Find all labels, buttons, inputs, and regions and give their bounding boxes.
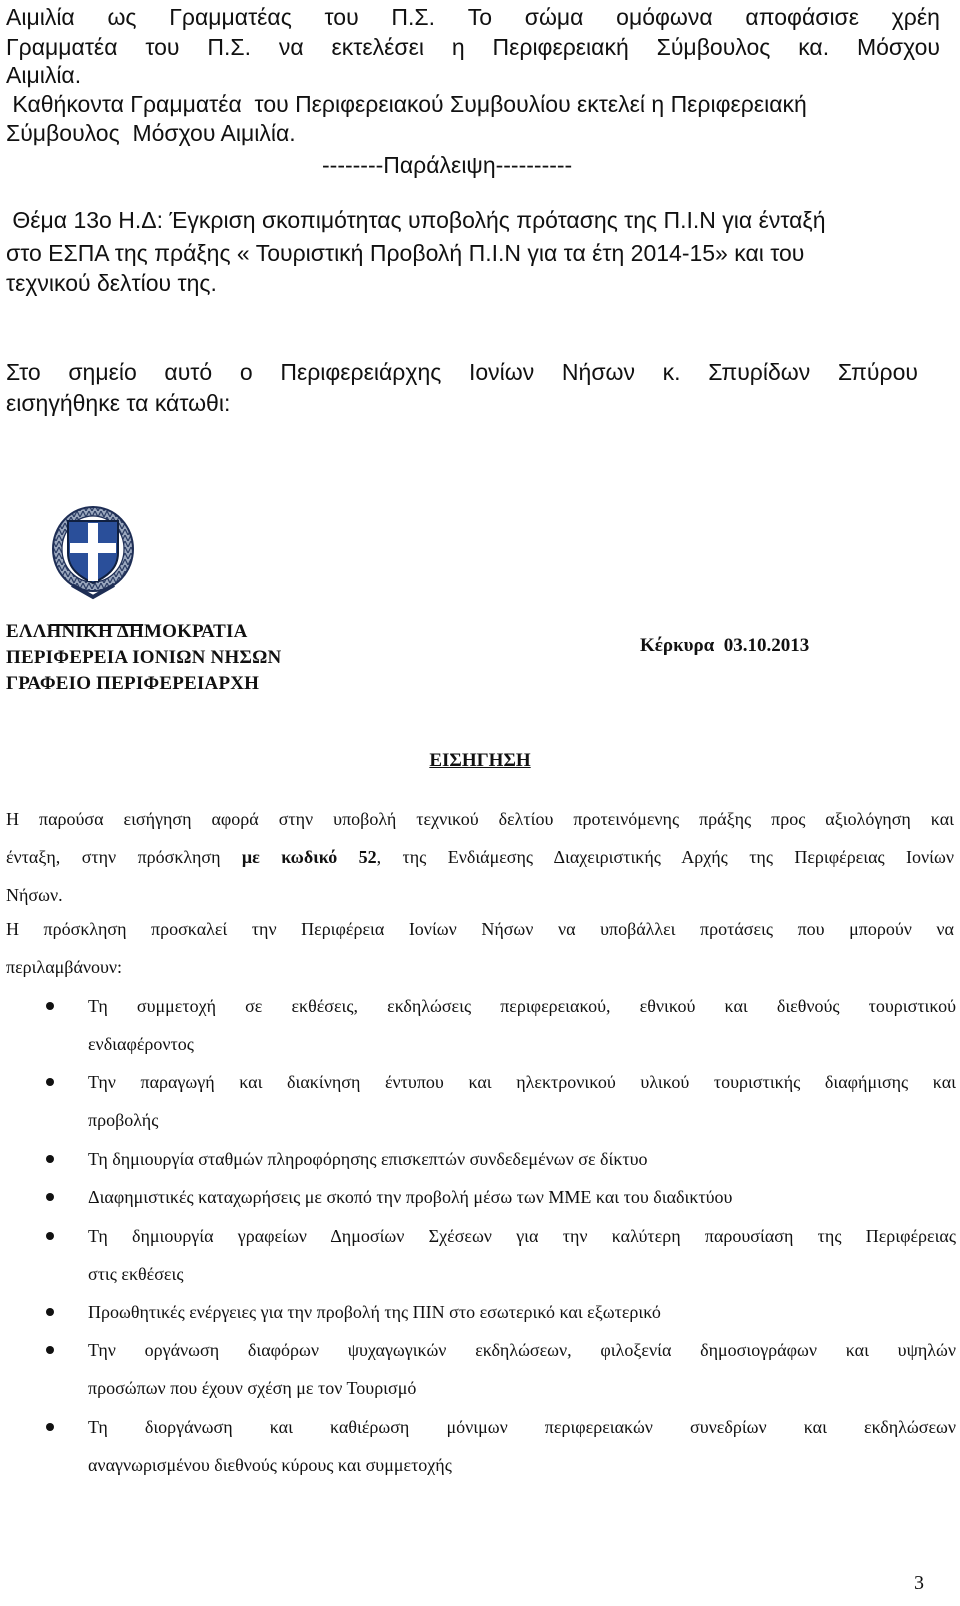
word: κ.	[662, 359, 681, 385]
omission-marker: --------Παράλειψη----------	[322, 152, 573, 178]
bullet-icon	[46, 1193, 54, 1201]
paragraph-1-line-1: Η παρούσα εισήγηση αφορά στην υποβολή τεχνικού δελτίου προτεινόμενης πράξης προς αξιολόγηση και	[6, 809, 954, 829]
word: εκτελέσει	[331, 34, 424, 60]
letterhead-country: ΕΛΛΗΝΙΚΗ ΔΗΜΟΚΡΑΤΙΑ	[6, 621, 248, 642]
paragraph-2-line-1: Η πρόσκληση προσκαλεί την Περιφέρεια Ιονίων Νήσων να υποβάλλει προτάσεις που μπορούν να	[6, 919, 954, 939]
list-item-line: στις εκθέσεις	[88, 1264, 184, 1284]
word: Σπυρίδων	[708, 359, 811, 385]
word: η	[451, 34, 465, 60]
word: Το	[467, 4, 493, 30]
list-item-line: Τη διοργάνωση και καθιέρωση μόνιμων περιφερειακών συνεδρίων και εκδηλώσεων	[88, 1417, 956, 1437]
list-item-line: Προωθητικές ενέργειες για την προβολή της ΠΙΝ στο εσωτερικό και εξωτερικό	[88, 1302, 661, 1322]
text-run: , της Ενδιάμεσης Διαχειριστικής Αρχής της Περιφέρειας Ιονίων	[376, 847, 954, 867]
paragraph-1-line-3: Νήσων.	[6, 885, 63, 905]
agenda-item-title-line-2: στο ΕΣΠΑ της πράξης « Τουριστική Προβολή Π.Ι.Ν για τα έτη 2014-15» και του	[6, 240, 805, 266]
word: κα.	[798, 34, 830, 60]
word: Π.Σ.	[207, 34, 251, 60]
word: Αιμιλία	[6, 4, 75, 30]
minutes-line-3: Αιμιλία.	[6, 62, 82, 88]
call-code: με κωδικό 52	[241, 847, 377, 867]
minutes-line-4: Καθήκοντα Γραμματέα του Περιφερειακού Συμβουλίου εκτελεί η Περιφερειακή	[6, 91, 807, 117]
word: του	[145, 34, 180, 60]
word: σημείο	[68, 359, 137, 385]
proposal-heading: ΕΙΣΗΓΗΣΗ	[429, 750, 531, 771]
word: Περιφερειάρχης	[280, 359, 442, 385]
paragraph-1-line-2	[6, 838, 954, 876]
intro-line-1	[6, 357, 918, 387]
list-item-line: προσώπων που έχουν σχέση με τον Τουρισμό	[88, 1378, 417, 1398]
list-item-line: Τη δημιουργία γραφείων Δημοσίων Σχέσεων για την καλύτερη παρουσίαση της Περιφέρειας	[88, 1226, 956, 1246]
word: Γραμματέα	[6, 34, 118, 60]
minutes-line-2	[6, 32, 940, 62]
word: ομόφωνα	[616, 4, 713, 30]
word: Π.Σ.	[391, 4, 435, 30]
minutes-line-5: Σύμβουλος Μόσχου Αιμιλία.	[6, 120, 296, 146]
text-run: ένταξη, στην πρόσκληση	[6, 847, 242, 867]
list-item-line: Την παραγωγή και διακίνηση έντυπου και ηλεκτρονικού υλικού τουριστικής διαφήμισης και	[88, 1072, 956, 1092]
minutes-line-1	[6, 2, 940, 32]
letterhead-region: ΠΕΡΙΦΕΡΕΙΑ ΙΟΝΙΩΝ ΝΗΣΩΝ	[6, 647, 282, 668]
list-item-line: προβολής	[88, 1110, 159, 1130]
word: Ιονίων	[469, 359, 535, 385]
bullet-icon	[46, 1308, 54, 1316]
list-item-line: Την οργάνωση διαφόρων ψυχαγωγικών εκδηλώσεων, φιλοξενία δημοσιογράφων και υψηλών	[88, 1340, 956, 1360]
greek-coat-of-arms-icon	[50, 505, 136, 601]
word: αυτό	[164, 359, 213, 385]
word: χρέη	[891, 4, 940, 30]
word: ο	[239, 359, 253, 385]
word: Σύμβουλος	[656, 34, 771, 60]
letter-date: Κέρκυρα 03.10.2013	[640, 635, 810, 656]
bullet-icon	[46, 1232, 54, 1240]
intro-line-2: εισηγήθηκε τα κάτωθι:	[6, 390, 231, 416]
word: αποφάσισε	[745, 4, 860, 30]
bullet-icon	[46, 1155, 54, 1163]
list-item-line: αναγνωρισμένου διεθνούς κύρους και συμμετοχής	[88, 1455, 452, 1475]
word: Περιφερειακή	[492, 34, 629, 60]
paragraph-2	[6, 910, 954, 986]
bullet-icon	[46, 1002, 54, 1010]
list-item-line: Τη συμμετοχή σε εκθέσεις, εκδηλώσεις περιφερειακού, εθνικού και διεθνούς τουριστικού	[88, 996, 956, 1016]
bullet-icon	[46, 1346, 54, 1354]
list-item-line: ενδιαφέροντος	[88, 1034, 194, 1054]
word: να	[278, 34, 304, 60]
word: Νήσων	[561, 359, 635, 385]
list-item-line: Διαφημιστικές καταχωρήσεις με σκοπό την προβολή μέσω των ΜΜΕ και του διαδικτύου	[88, 1187, 733, 1207]
word: σώμα	[524, 4, 584, 30]
bullet-icon	[46, 1423, 54, 1431]
letterhead-office: ΓΡΑΦΕΙΟ ΠΕΡΙΦΕΡΕΙΑΡΧΗ	[6, 673, 260, 694]
word: Γραμματέας	[169, 4, 292, 30]
page-number: 3	[914, 1572, 924, 1594]
agenda-item-title-line-1: Θέμα 13ο Η.Δ: Έγκριση σκοπιμότητας υποβολής πρότασης της Π.Ι.Ν για ένταξή	[6, 207, 826, 233]
agenda-item-title-line-3: τεχνικού δελτίου της.	[6, 270, 217, 296]
word: του	[324, 4, 359, 30]
paragraph-2-line-2: περιλαμβάνουν:	[6, 957, 123, 977]
paragraph-1	[6, 800, 954, 914]
word: Σπύρου	[837, 359, 918, 385]
word: Μόσχου	[856, 34, 940, 60]
word: ως	[107, 4, 137, 30]
list-item-line: Τη δημιουργία σταθμών πληροφόρησης επισκεπτών συνδεδεμένων σε δίκτυο	[88, 1149, 648, 1169]
bullet-icon	[46, 1078, 54, 1086]
word: Στο	[6, 359, 41, 385]
